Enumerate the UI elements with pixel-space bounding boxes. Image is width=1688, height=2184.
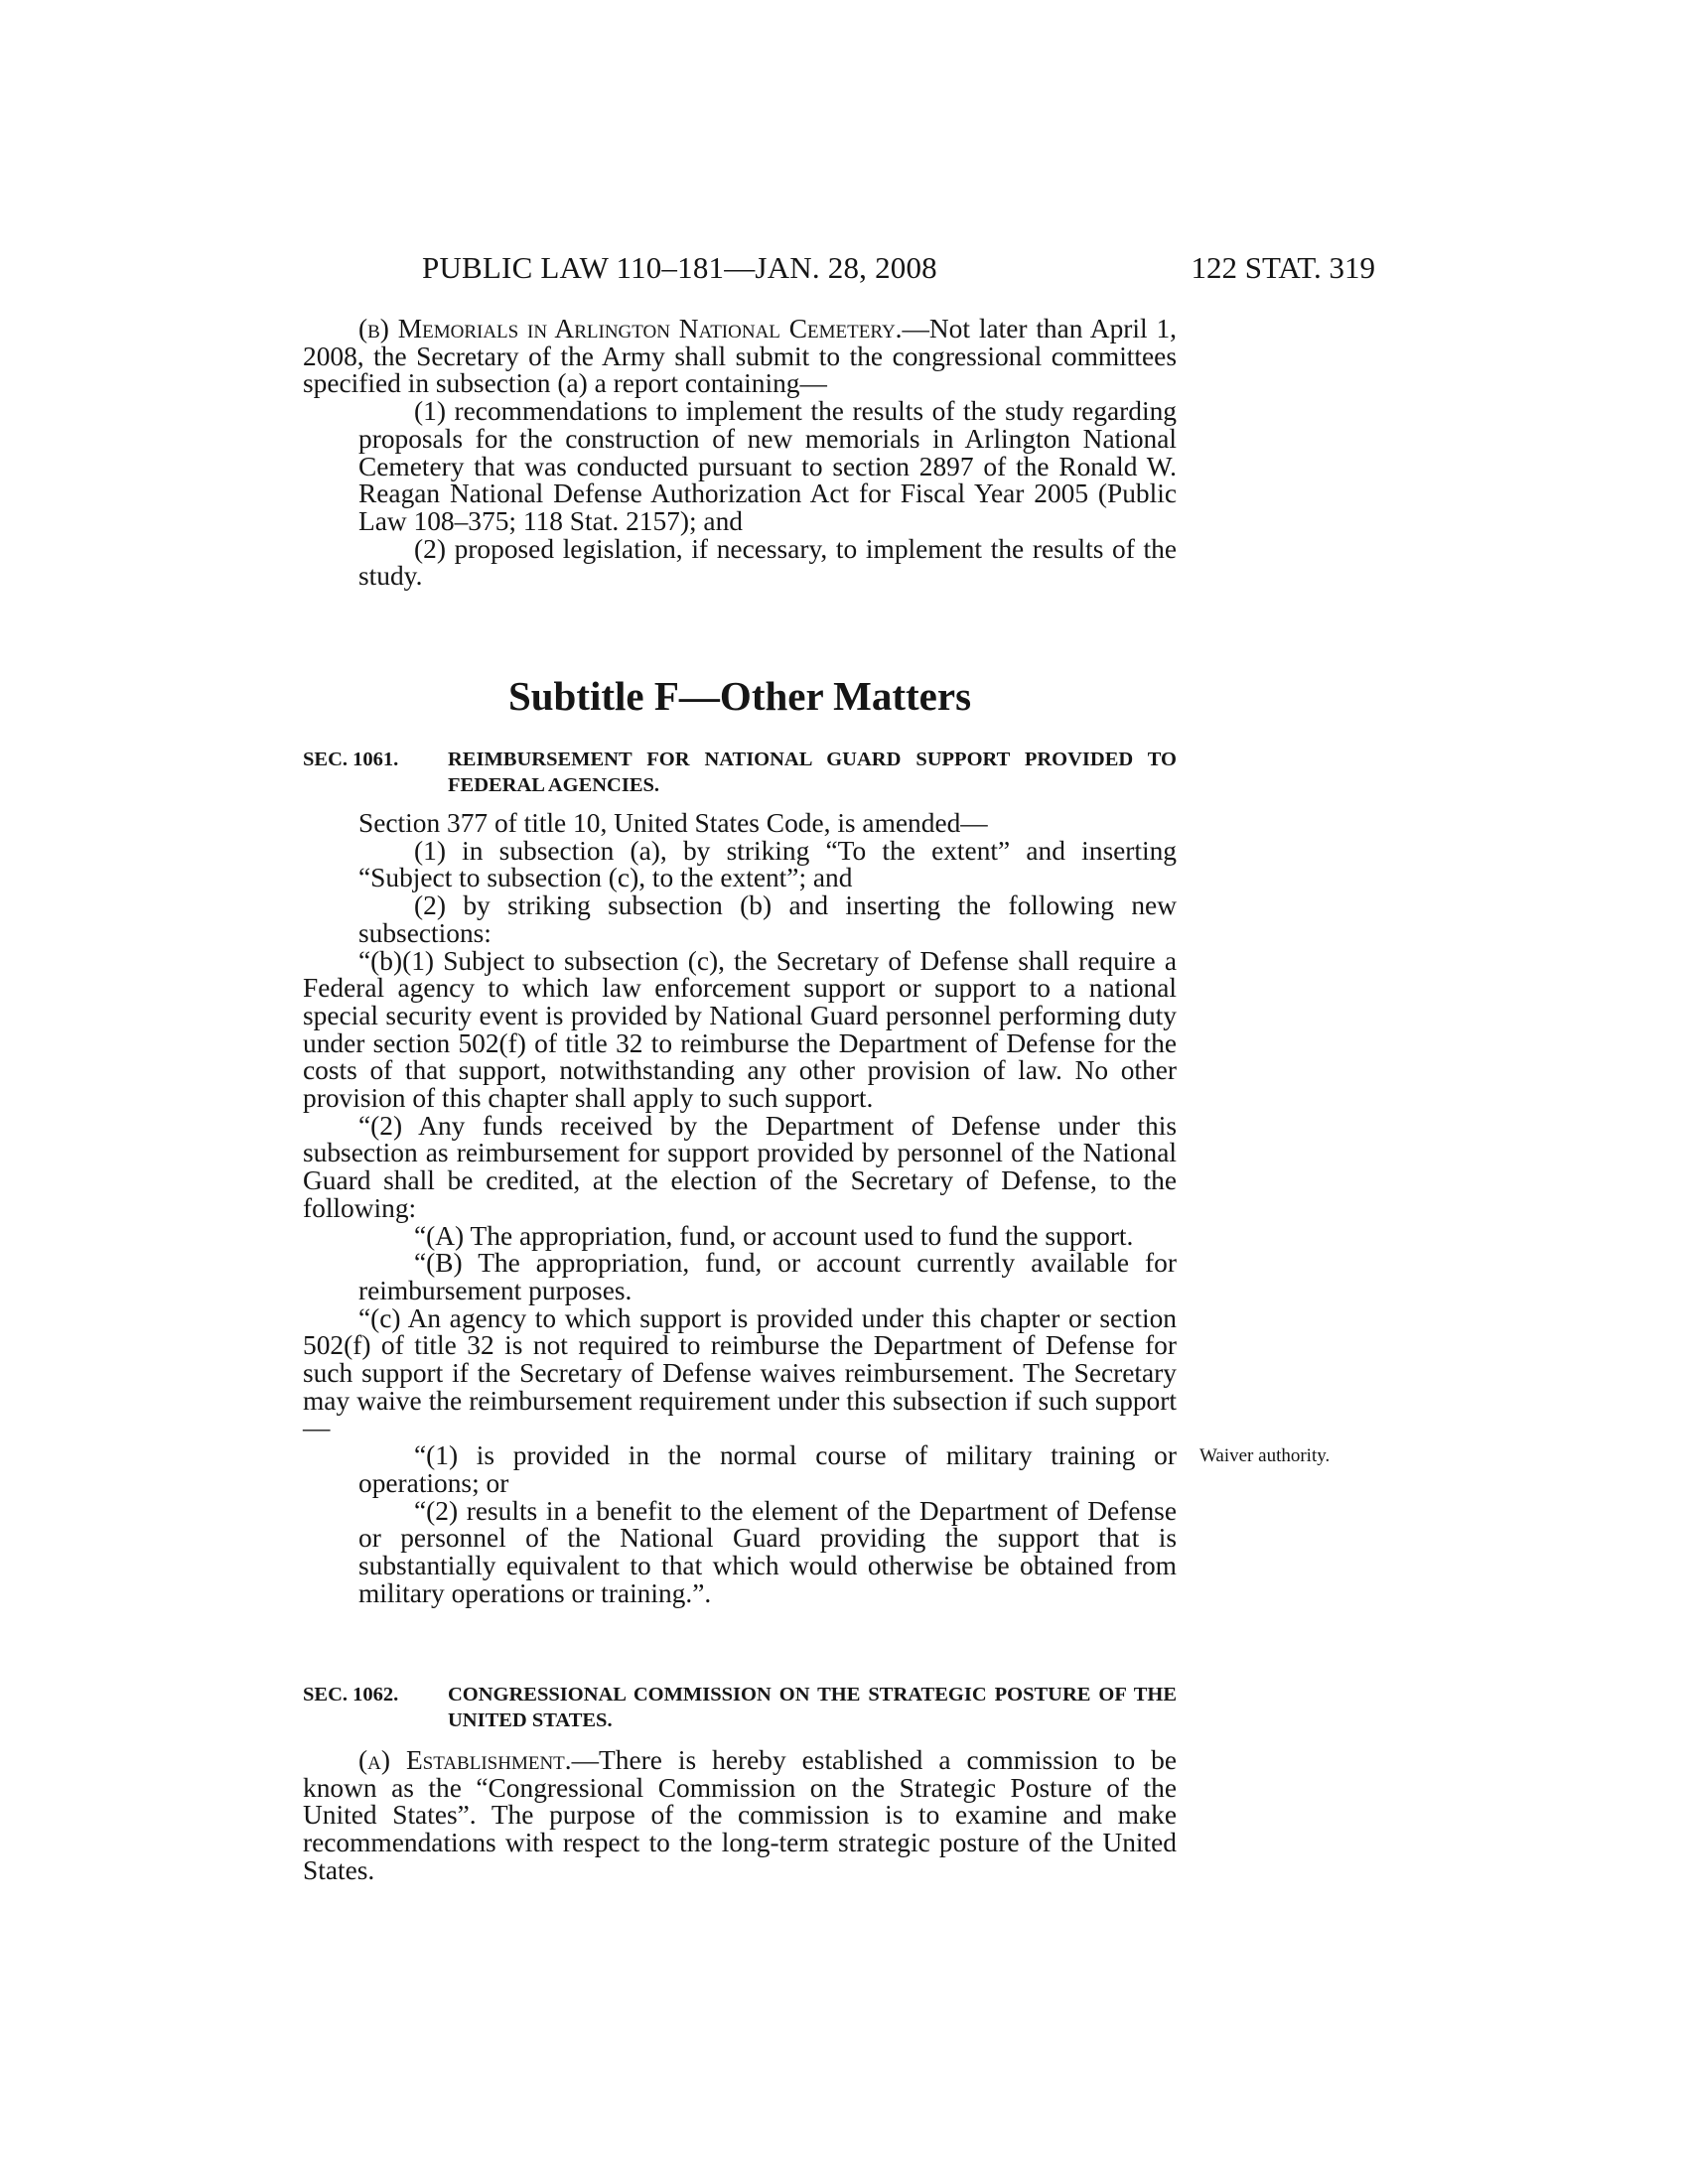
memorials-label: (b) Memorials in Arlington National Cemetery. (358, 314, 903, 343)
sec1061-para-8: “(c) An agency to which support is provided under this chapter or section 502(f) of title 32 is not required to reimburse the Department of Defense for such support if the Secretary of Defense waives reimbursement. The Secretary may waive the reimbursement requirement under this subsection if such support— (303, 1302, 1177, 1443)
sec1061-para-10: “(2) results in a benefit to the element of the Department of Defense or personnel of the National Guard providing the support that is substantially equivalent to that which would otherwise be obtained from military operations or training.”. (358, 1495, 1177, 1608)
sec1062-establishment-text: —There is hereby established a commission to be known as the “Congressional Commission on the Strategic Posture of the United States”. The purpose of the commission is to examine and make recommendations with respect to the long-term strategic posture of the United States. (303, 1745, 1177, 1885)
sec1062-establishment-label: (a) Establishment. (358, 1745, 572, 1775)
section-1061-title: REIMBURSEMENT FOR NATIONAL GUARD SUPPORT PROVIDED TO FEDERAL AGENCIES. (448, 749, 1177, 796)
section-1062-number: SEC. 1062. (303, 1684, 399, 1706)
page-header (422, 250, 1375, 290)
sec1061-para-1: Section 377 of title 10, United States Code, is amended— (358, 808, 988, 838)
sec1061-para-5: “(2) Any funds received by the Department of Defense under this subsection as reimbursement for support provided by personnel of the National Guard shall be credited, at the election of the Secretary of Defense, to the following: (303, 1110, 1177, 1223)
sec1061-para-2: (1) in subsection (a), by striking “To the extent” and inserting “Subject to subsection (c), to the extent”; and (358, 835, 1177, 893)
section-1061-heading (303, 747, 1177, 798)
statute-page-number: 122 STAT. 319 (1191, 250, 1375, 285)
memorials-section (303, 316, 1177, 591)
sec1061-para-3: (2) by striking subsection (b) and inserting the following new subsections: (358, 890, 1177, 948)
section-1061-number: SEC. 1061. (303, 749, 399, 770)
running-head-title: PUBLIC LAW 110–181—JAN. 28, 2008 (422, 250, 937, 285)
section-1062-body (303, 1747, 1177, 1885)
sec1061-para-6: “(A) The appropriation, fund, or account used to fund the support. (414, 1220, 1134, 1251)
section-1062-title: CONGRESSIONAL COMMISSION ON THE STRATEGIC POSTURE OF THE UNITED STATES. (448, 1684, 1177, 1731)
memorials-item-2: (2) proposed legislation, if necessary, to implement the results of the study. (358, 533, 1177, 592)
sec1061-para-7: “(B) The appropriation, fund, or account currently available for reimbursement purposes. (358, 1248, 1177, 1305)
sec1061-para-9: “(1) is provided in the normal course of military training or operations; or (358, 1440, 1177, 1498)
margin-note-waiver-authority: Waiver authority. (1199, 1445, 1331, 1466)
section-1062-heading (303, 1682, 1177, 1733)
memorials-item-1: (1) recommendations to implement the results of the study regarding proposals for the construction of new memorials in Arlington National Cemetery that was conducted pursuant to section 2897 of the Ronald W. Reagan National Defense Authorization Act for Fiscal Year 2005 (Public Law 108–375; 118 Stat. 2157); and (358, 396, 1177, 536)
memorials-paragraph (303, 316, 1177, 398)
memorials-intro: —Not later than April 1, 2008, the Secretary of the Army shall submit to the congressional committees specified in subsection (a) a report containing— (303, 314, 1177, 399)
sec1061-para-4: “(b)(1) Subject to subsection (c), the Secretary of Defense shall require a Federal agency to which law enforcement support or support to a national special security event is provided by National Guard personnel performing duty under section 502(f) of title 32 to reimburse the Department of Defense for the costs of that support, notwithstanding any other provision of law. No other provision of this chapter shall apply to such support. (303, 945, 1177, 1114)
subtitle-heading: Subtitle F—Other Matters (507, 673, 972, 719)
sec1062-establishment-paragraph (303, 1747, 1177, 1885)
section-1061-body (303, 810, 1177, 1607)
